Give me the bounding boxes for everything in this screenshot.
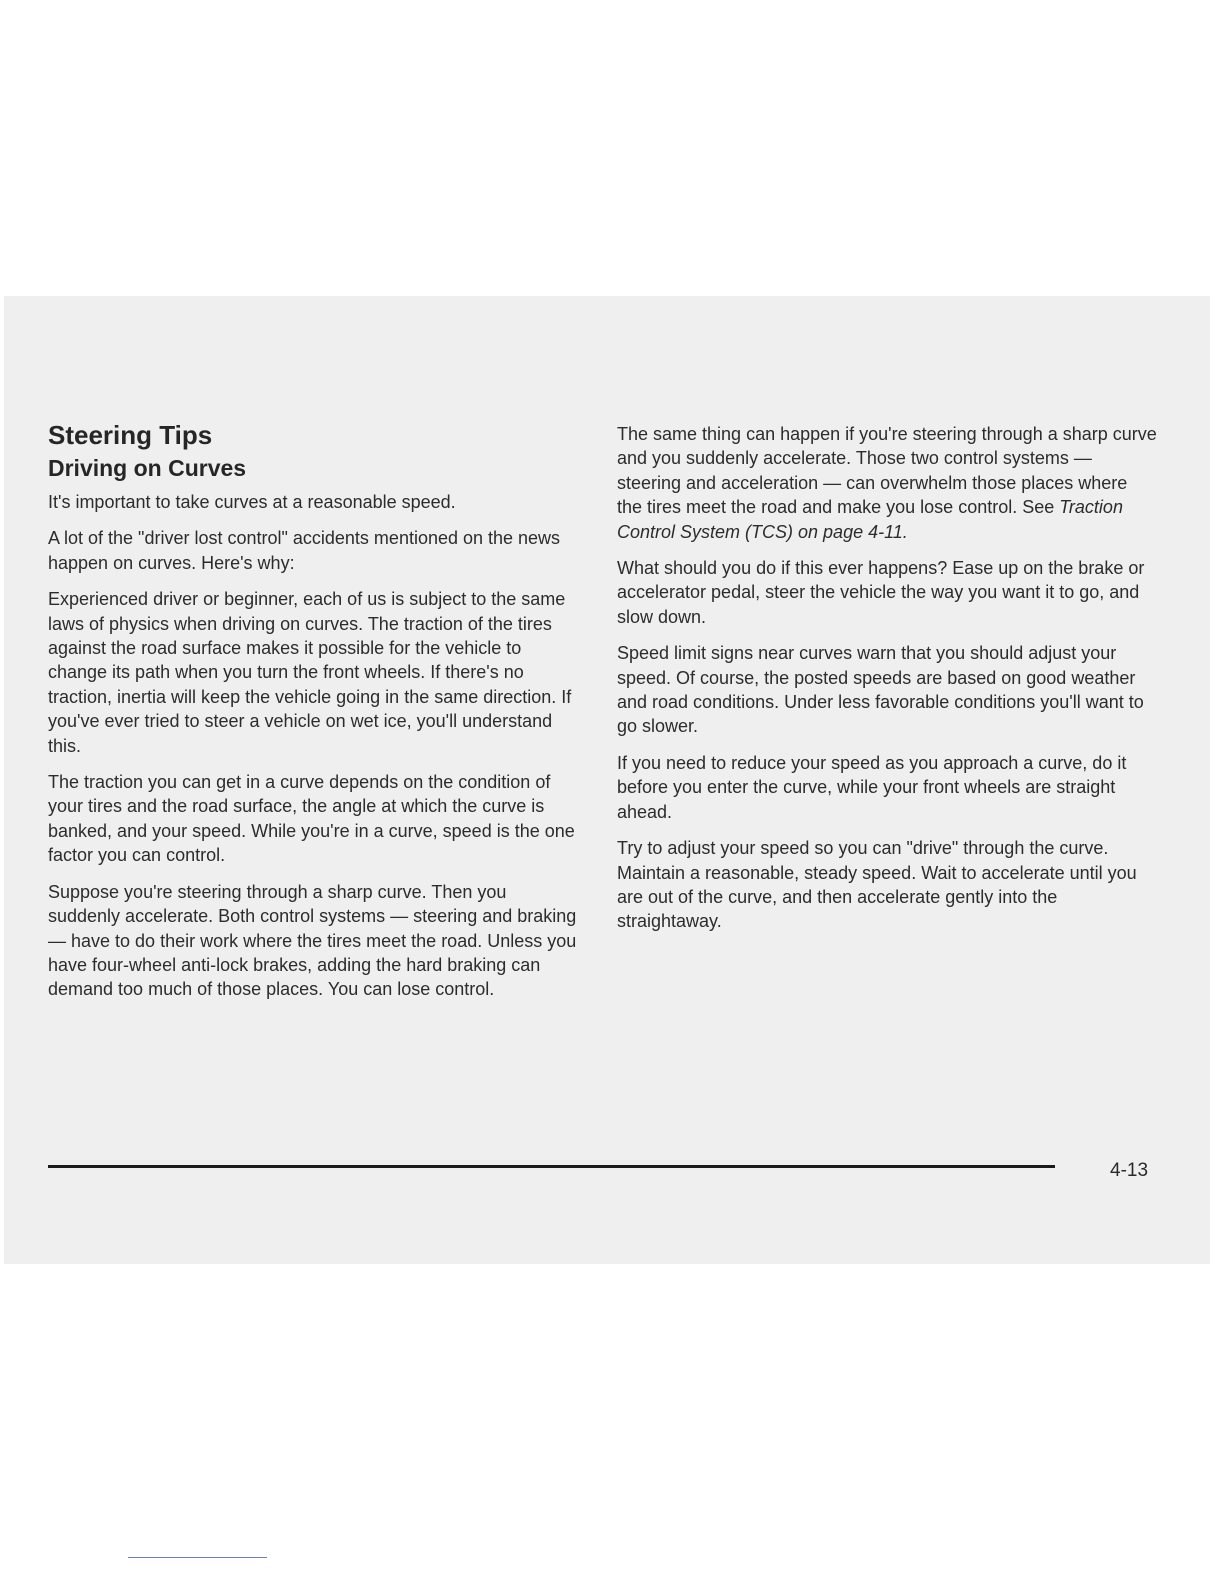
right-paragraph-2: What should you do if this ever happens? Ease up on the brake or accelerator pedal, steer the vehicle the way you want it to go, and slow down. <box>617 558 1145 627</box>
left-paragraph-1: It's important to take curves at a reasonable speed. <box>48 492 456 512</box>
page-number: 4-13 <box>1110 1160 1149 1181</box>
left-paragraph-2: A lot of the "driver lost control" accidents mentioned on the news happen on curves. Here's why: <box>48 528 561 573</box>
section-heading: Steering Tips <box>48 420 213 450</box>
subsection-heading: Driving on Curves <box>48 455 247 481</box>
left-column <box>48 490 578 1014</box>
manual-page <box>4 296 1210 1264</box>
right-paragraph-5: Try to adjust your speed so you can "drive" through the curve. Maintain a reasonable, steady speed. Wait to accelerate until you are out of the curve, and then accelerate gently into the straightaway. <box>617 838 1137 932</box>
left-paragraph-3: Experienced driver or beginner, each of us is subject to the same laws of physics when driving on curves. The traction of the tires against the road surface makes it possible for the vehicle to change its path when you turn the front wheels. If there's no traction, inertia will keep the vehicle going in the same direction. If you've ever tried to steer a vehicle on wet ice, you'll understand this. <box>48 589 572 756</box>
right-paragraph-4: If you need to reduce your speed as you approach a curve, do it before you enter the curve, while your front wheels are straight ahead. <box>617 752 1127 822</box>
left-paragraph-5: Suppose you're steering through a sharp curve. Then you suddenly accelerate. Both control systems — steering and braking — have to do their work where the tires meet the road. Unless you have four-wheel anti-lock brakes, adding the hard braking can demand too much of those places. You can lose control. <box>48 881 577 1000</box>
right-paragraph-1 <box>617 422 1157 544</box>
right-column <box>617 422 1157 946</box>
right-paragraph-1-text: The same thing can happen if you're steering through a sharp curve and you suddenly accelerate. Those two control systems — steering and acceleration — can overwhelm those places where the tires meet the road and make you lose control. See <box>617 424 1157 518</box>
bottom-divider <box>128 1557 267 1558</box>
cross-reference-link[interactable]: Traction Control System (TCS) on page 4-11. <box>617 497 1123 542</box>
right-paragraph-3: Speed limit signs near curves warn that you should adjust your speed. Of course, the posted speeds are based on good weather and road conditions. Under less favorable conditions you'll want to go slower. <box>617 643 1144 737</box>
left-paragraph-4: The traction you can get in a curve depends on the condition of your tires and the road surface, the angle at which the curve is banked, and your speed. While you're in a curve, speed is the one factor you can control. <box>48 772 575 866</box>
footer-rule <box>48 1165 1055 1168</box>
